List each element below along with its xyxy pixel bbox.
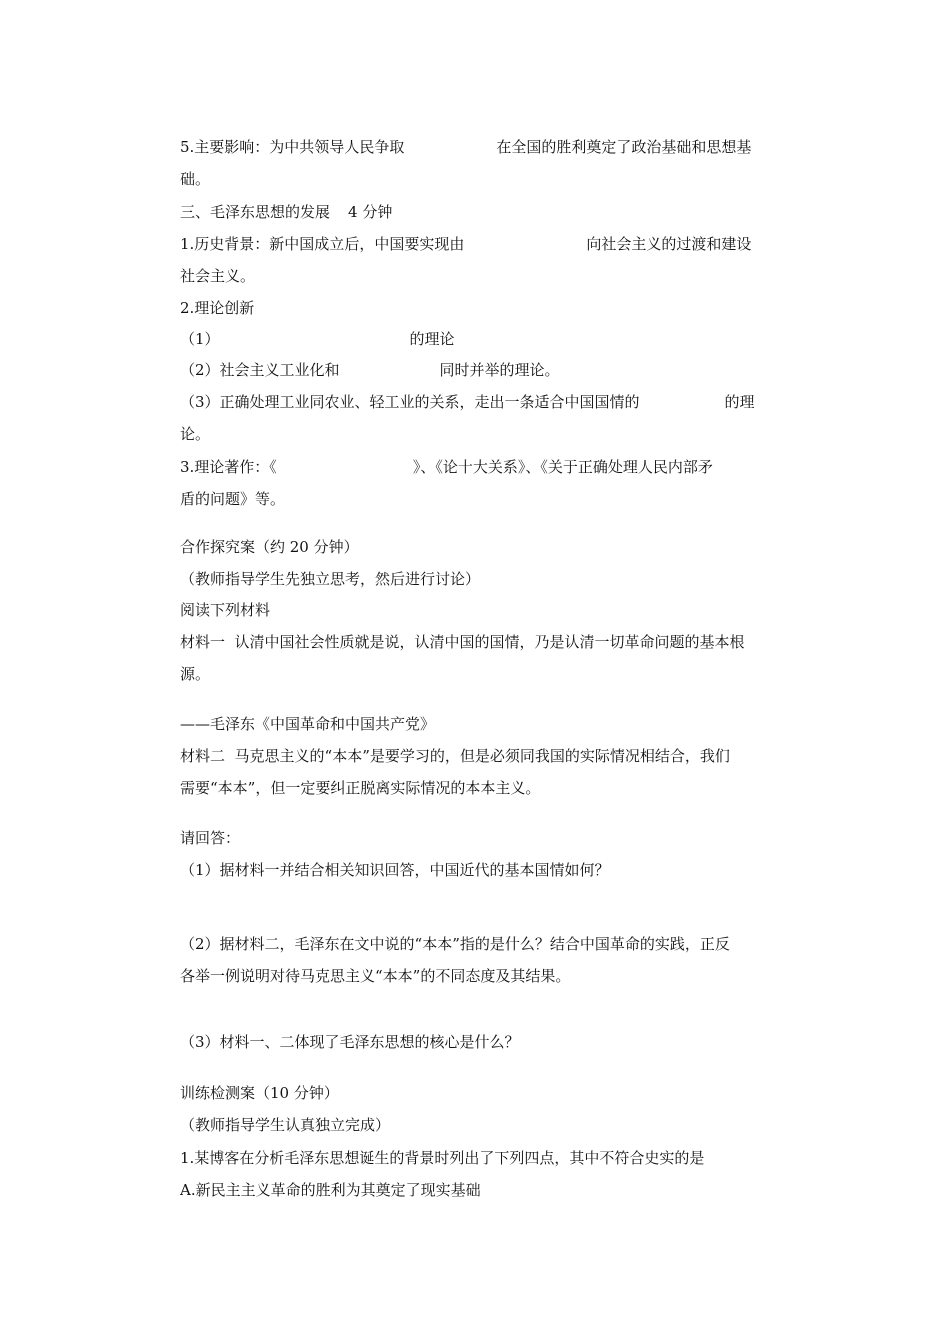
text-segment: 》、《论十大关系》、《关于正确处理人民内部矛	[412, 458, 713, 476]
time-note: 4 分钟	[348, 203, 393, 221]
text-line: 础。	[180, 170, 211, 188]
material-text: 材料二 马克思主义的“本本”是要学习的，但是必须同我国的实际情况相结合，我们	[180, 747, 730, 765]
text-line	[180, 392, 755, 412]
text-line: 盾的问题》等。	[180, 490, 286, 508]
material-text: 源。	[180, 665, 211, 683]
text-line: 2.理论创新	[180, 299, 255, 317]
question-text: （1）据材料一并结合相关知识回答，中国近代的基本国情如何？	[180, 861, 610, 879]
text-segment: （2）社会主义工业化和	[180, 361, 340, 379]
text-segment: 的理论	[409, 330, 455, 348]
section-heading: 合作探究案（约 20 分钟）	[180, 538, 359, 556]
text-line: 社会主义。	[180, 267, 256, 285]
text-segment: 向社会主义的过渡和建设	[586, 235, 752, 253]
text-line: （教师指导学生认真独立完成）	[180, 1116, 391, 1134]
section-title: 三、毛泽东思想的发展	[180, 203, 331, 221]
text-segment: 1.历史背景：新中国成立后，中国要实现由	[180, 235, 465, 253]
material-text: 材料一 认清中国社会性质就是说，认清中国的国情，乃是认清一切革命问题的基本根	[180, 633, 745, 651]
text-segment: 在全国的胜利奠定了政治基础和思想基	[496, 138, 752, 156]
text-segment: 5.主要影响：为中共领导人民争取	[180, 138, 405, 156]
text-line	[180, 234, 751, 254]
text-line	[180, 329, 455, 349]
question-text: 各举一例说明对待马克思主义“本本”的不同态度及其结果。	[180, 967, 571, 985]
question-text: （2）据材料二，毛泽东在文中说的“本本”指的是什么？结合中国革命的实践，正反	[180, 935, 730, 953]
answer-option: A.新民主主义革命的胜利为其奠定了现实基础	[180, 1181, 481, 1199]
text-line	[180, 360, 560, 380]
text-line	[180, 137, 751, 157]
question-text: 1.某博客在分析毛泽东思想诞生的背景时列出了下列四点，其中不符合史实的是	[180, 1149, 705, 1167]
text-segment: （1）	[180, 330, 220, 348]
text-segment: （3）正确处理工业同农业、轻工业的关系，走出一条适合中国国情的	[180, 393, 640, 411]
text-segment: 3.理论著作：《	[180, 458, 277, 476]
material-source: ——毛泽东《中国革命和中国共产党》	[180, 715, 436, 733]
text-line	[180, 457, 713, 477]
material-text: 需要“本本”，但一定要纠正脱离实际情况的本本主义。	[180, 779, 541, 797]
text-segment: 的理	[724, 393, 755, 411]
question-text: （3）材料一、二体现了毛泽东思想的核心是什么？	[180, 1033, 520, 1051]
section-heading	[180, 202, 392, 222]
section-heading: 训练检测案（10 分钟）	[180, 1084, 339, 1102]
text-line: 阅读下列材料	[180, 601, 271, 619]
question-heading: 请回答：	[180, 829, 241, 847]
text-line: 论。	[180, 425, 211, 443]
text-line: （教师指导学生先独立思考，然后进行讨论）	[180, 570, 481, 588]
text-segment: 同时并举的理论。	[439, 361, 560, 379]
